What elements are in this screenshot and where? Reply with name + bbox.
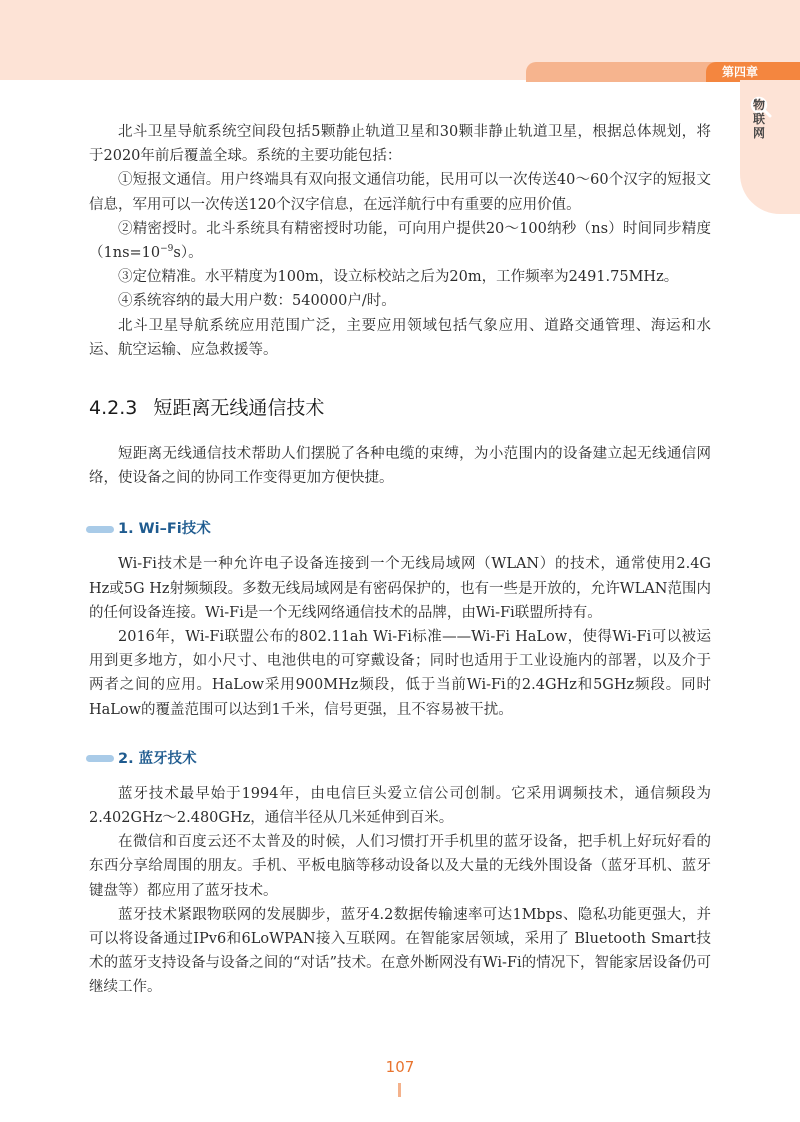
chapter-tab: 第四章 <box>706 62 800 82</box>
page-number: 107 <box>385 1058 415 1076</box>
heading-bar <box>86 755 114 762</box>
subsection-heading <box>86 748 711 770</box>
paragraph: 北斗卫星导航系统空间段包括5颗静止轨道卫星和30颗非静止轨道卫星，根据总体规划，将于2020年前后覆盖全球。系统的主要功能包括： <box>89 124 711 165</box>
heading-bar <box>86 526 114 533</box>
paragraph: 蓝牙技术紧跟物联网的发展脚步，蓝牙4.2数据传输速率可达1Mbps、隐私功能更强大，并可以将设备通过IPv6和6LoWPAN接入互联网。在智能家居领域，采用了 Bluetooth Smart技术的蓝牙支持设备与设备之间的“对话”技术。在意外断网没有Wi-Fi的情况下，智能家居设备仍可继续工作。 <box>89 906 711 996</box>
section-title: 短距离无线通信技术 <box>153 397 325 420</box>
text-run: ②精密授时。北斗系统具有精密授时功能，可向用户提供20～100纳秒（ns）时间同步精度（1ns=10 <box>89 220 711 262</box>
subsection-title: 1. Wi–Fi技术 <box>118 521 211 538</box>
page-number-tick <box>398 1083 401 1097</box>
paragraph: 在微信和百度云还不太普及的时候，人们习惯打开手机里的蓝牙设备，把手机上好玩好看的东西分享给周围的朋友。手机、平板电脑等移动设备以及大量的无线外围设备（蓝牙耳机、蓝牙键盘等）都应用了蓝牙技术。 <box>89 834 711 899</box>
page-content <box>89 120 711 1000</box>
paragraph: 2016年，Wi-Fi联盟公布的802.11ah Wi-Fi标准——Wi-Fi HaLow，使得Wi-Fi可以被运用到更多地方，如小尺寸、电池供电的可穿戴设备；同时也适用于工业设施内的部署，以及介于两者之间的应用。HaLow采用900MHz频段，低于当前Wi-Fi的2.4GHz和5GHz频段。同时HaLow的覆盖范围可以达到1千米，信号更强，且不容易被干扰。 <box>89 629 711 718</box>
paragraph: 短距离无线通信技术帮助人们摆脱了各种电缆的束缚，为小范围内的设备建立起无线通信网络，使设备之间的协同工作变得更加方便快捷。 <box>89 446 711 487</box>
text-run: s）。 <box>173 245 203 262</box>
paragraph: 蓝牙技术最早始于1994年，由电信巨头爱立信公司创制。它采用调频技术，通信频段为2.402GHz～2.480GHz，通信半径从几米延伸到百米。 <box>89 785 711 827</box>
paragraph: ③定位精准。水平精度为100m，设立标校站之后为20m，工作频率为2491.75MHz。 <box>118 269 679 286</box>
paragraph: ①短报文通信。用户终端具有双向报文通信功能，民用可以一次传送40～60个汉字的短报文信息，军用可以一次传送120个汉字信息，在远洋航行中有重要的应用价值。 <box>89 172 711 213</box>
chapter-tabs <box>526 62 800 82</box>
section-heading <box>89 394 711 422</box>
subsection-title: 2. 蓝牙技术 <box>118 750 197 767</box>
exponent: −9 <box>160 244 174 255</box>
paragraph: ④系统容纳的最大用户数：540000户/时。 <box>118 293 396 310</box>
paragraph: Wi-Fi技术是一种允许电子设备连接到一个无线局域网（WLAN）的技术，通常使用2.4G Hz或5G Hz射频频段。多数无线局域网是有密码保护的，也有一些是开放的，允许WLAN范围内的任何设备连接。Wi-Fi是一个无线网络通信技术的品牌，由Wi-Fi联盟所持有。 <box>89 556 711 621</box>
paragraph <box>89 217 711 265</box>
subsection-heading <box>86 518 711 540</box>
paragraph: 北斗卫星导航系统应用范围广泛，主要应用领域包括气象应用、道路交通管理、海运和水运、航空运输、应急救援等。 <box>89 317 711 358</box>
side-label: 物联网 <box>752 98 765 140</box>
section-number: 4.2.3 <box>89 397 138 420</box>
